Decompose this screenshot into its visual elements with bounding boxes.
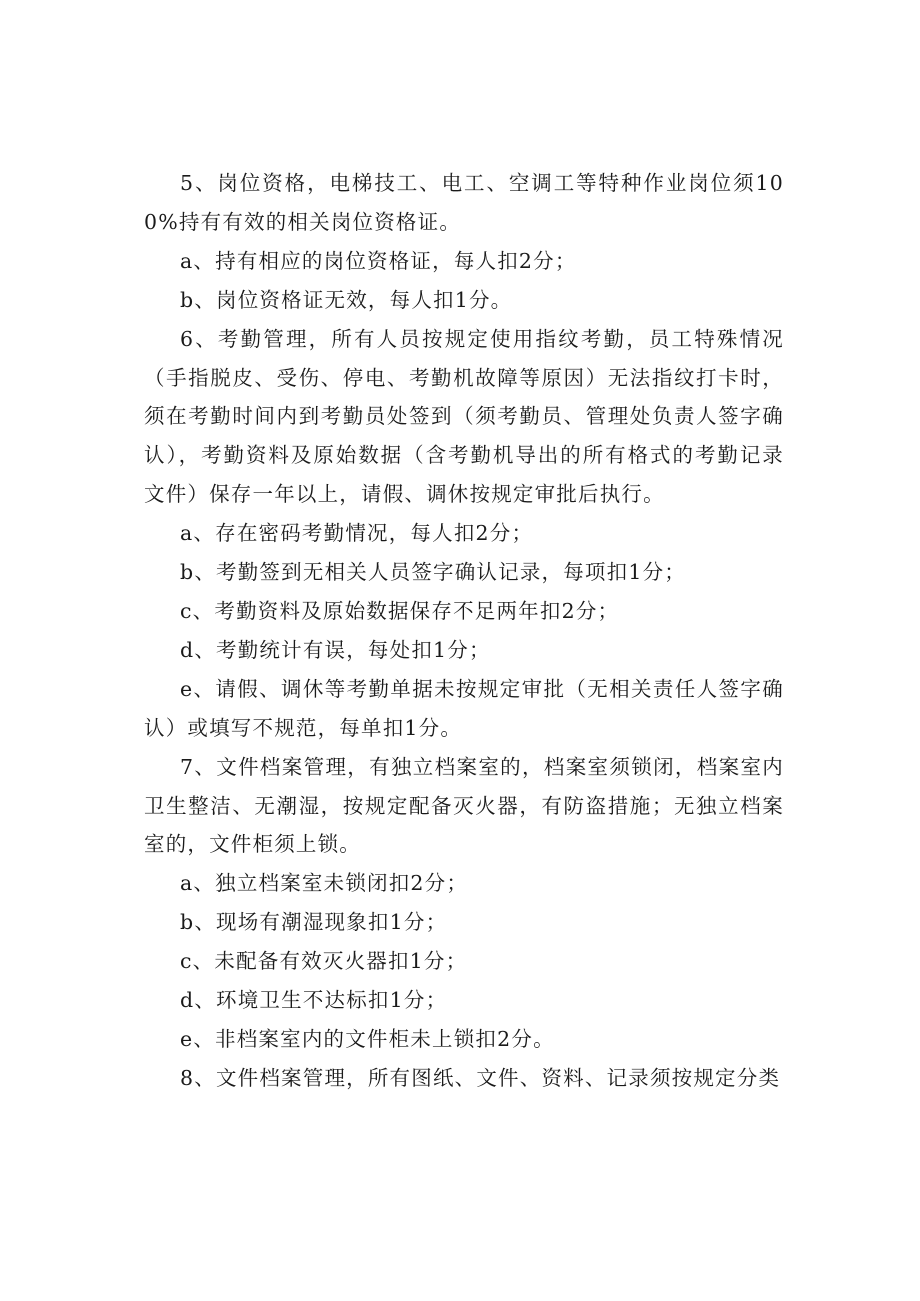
paragraph-item-6: 6、考勤管理，所有人员按规定使用指纹考勤，员工特殊情况（手指脱皮、受伤、停电、考勤机故障等原因）无法指纹打卡时，须在考勤时间内到考勤员处签到（须考勤员、管理处负责人签字确认），考勤资料及原始数据（含考勤机导出的所有格式的考勤记录文件）保存一年以上，请假、调休按规定审批后执行。 [144, 326, 784, 507]
paragraph-item-8: 8、文件档案管理，所有图纸、文件、资料、记录须按规定分类 [180, 1065, 781, 1090]
paragraph-item-6c: c、考勤资料及原始数据保存不足两年扣2分； [180, 598, 620, 623]
paragraph-item-6d: d、考勤统计有误，每处扣1分； [180, 637, 491, 662]
paragraph-item-7d: d、环境卫生不达标扣1分； [180, 988, 448, 1013]
paragraph-item-7e: e、非档案室内的文件柜未上锁扣2分。 [180, 1026, 555, 1051]
paragraph-item-7b: b、现场有潮湿现象扣1分； [180, 910, 448, 935]
paragraph-item-6a: a、存在密码考勤情况，每人扣2分； [180, 521, 534, 546]
paragraph-item-6b: b、考勤签到无相关人员签字确认记录，每项扣1分； [180, 560, 686, 585]
document-body [144, 164, 784, 1098]
paragraph-item-7c: c、未配备有效灭火器扣1分； [180, 949, 468, 974]
paragraph-item-7a: a、独立档案室未锁闭扣2分； [180, 871, 469, 896]
paragraph-item-7: 7、文件档案管理，有独立档案室的，档案室须锁闭，档案室内卫生整洁、无潮湿，按规定配备灭火器，有防盗措施；无独立档案室的，文件柜须上锁。 [144, 754, 784, 857]
paragraph-item-5: 5、岗位资格，电梯技工、电工、空调工等特种作业岗位须100%持有有效的相关岗位资格证。 [144, 171, 784, 234]
paragraph-item-6e: e、请假、调休等考勤单据未按规定审批（无相关责任人签字确认）或填写不规范，每单扣1分。 [144, 676, 784, 740]
paragraph-item-5b: b、岗位资格证无效，每人扣1分。 [180, 287, 513, 312]
paragraph-item-5a: a、持有相应的岗位资格证，每人扣2分； [180, 248, 577, 273]
